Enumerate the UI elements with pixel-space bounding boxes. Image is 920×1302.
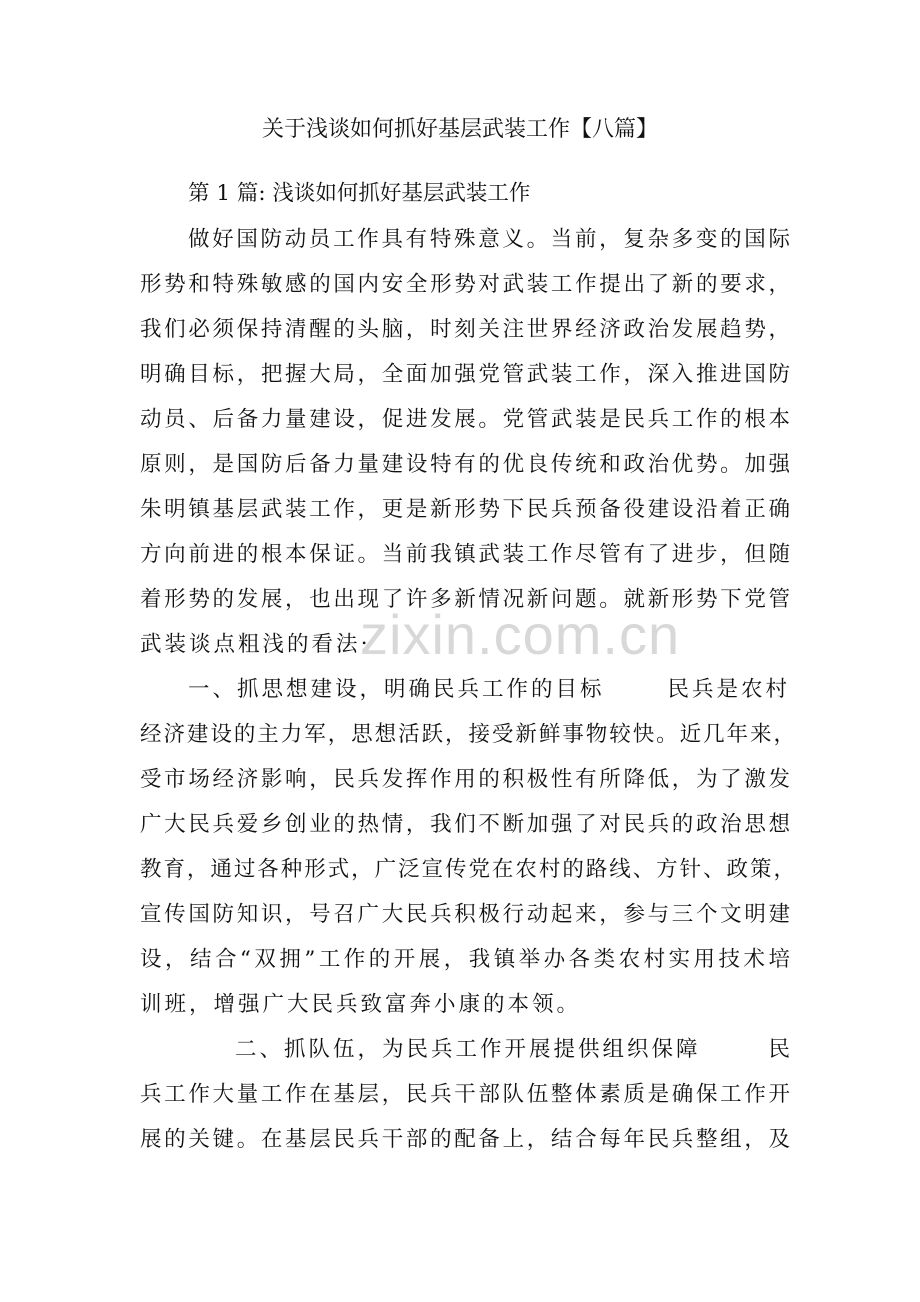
text-line: 受市场经济影响，民兵发挥作用的积极性有所降低，为了激发 [140, 767, 790, 792]
document-title: 关于浅谈如何抓好基层武装工作【八篇】 [261, 117, 658, 142]
text-line: 我们必须保持清醒的头脑，时刻关注世界经济政治发展趋势， [140, 317, 790, 342]
section-heading-text: 二、抓队伍，为民兵工作开展提供组织保障 [235, 1037, 701, 1062]
section-heading-1 [188, 674, 790, 706]
text-line: 着形势的发展，也出现了许多新情况新问题。就新形势下党管 [140, 587, 790, 612]
text-line: 设，结合“双拥”工作的开展，我镇举办各类农村实用技术培 [140, 947, 790, 972]
text-line: 动员、后备力量建设，促进发展。党管武装是民兵工作的根本 [140, 407, 790, 432]
section-heading-2 [235, 1034, 790, 1066]
text-line: 经济建设的主力军，思想活跃，接受新鲜事物较快。近几年来， [140, 722, 795, 747]
text-line: 训班，增强广大民兵致富奔小康的本领。 [140, 992, 582, 1017]
text-line: 兵工作大量工作在基层，民兵干部队伍整体素质是确保工作开 [140, 1082, 790, 1107]
text-line: 明确目标，把握大局，全面加强党管武装工作，深入推进国防 [140, 362, 790, 387]
text-line: 朱明镇基层武装工作，更是新形势下民兵预备役建设沿着正确 [140, 497, 790, 522]
text-line: 方向前进的根本保证。当前我镇武装工作尽管有了进步，但随 [140, 542, 790, 567]
text-line: 形势和特殊敏感的国内安全形势对武装工作提出了新的要求， [140, 272, 790, 297]
text-line: 展的关键。在基层民兵干部的配备上，结合每年民兵整组，及 [140, 1127, 790, 1152]
text-line: 武装谈点粗浅的看法: [140, 632, 371, 657]
text-line: 教育，通过各种形式，广泛宣传党在农村的路线、方针、政策， [140, 857, 795, 882]
watermark: zixin.com.cn [360, 603, 681, 666]
section-heading-text: 一、抓思想建设，明确民兵工作的目标 [188, 677, 605, 702]
text-line: 宣传国防知识，号召广大民兵积极行动起来，参与三个文明建 [140, 902, 790, 927]
text-line: 原则，是国防后备力量建设特有的优良传统和政治优势。加强 [140, 452, 790, 477]
text-line: 广大民兵爱乡创业的热情，我们不断加强了对民兵的政治思想 [140, 812, 790, 837]
article-subtitle: 第 1 篇: 浅谈如何抓好基层武装工作 [188, 181, 531, 206]
text-line: 做好国防动员工作具有特殊意义。当前，复杂多变的国际 [188, 227, 790, 252]
section-lead-text: 民兵是农村 [667, 677, 790, 702]
section-lead-text: 民 [768, 1037, 790, 1062]
